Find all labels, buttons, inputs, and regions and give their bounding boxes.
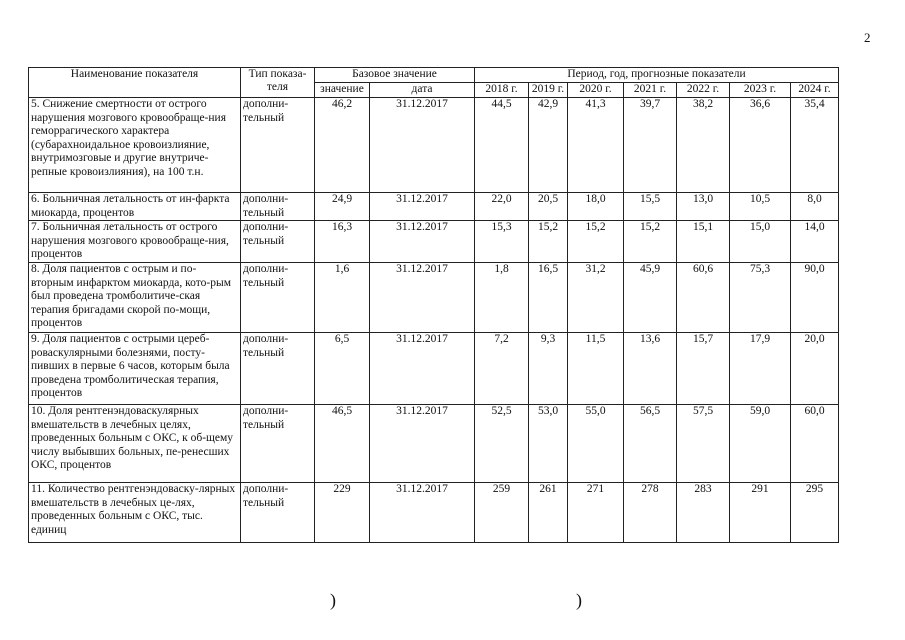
header-name: Наименование показателя [29, 68, 241, 98]
forecast-value: 38,2 [677, 98, 730, 193]
table-row [29, 263, 839, 333]
forecast-value: 39,7 [624, 98, 677, 193]
forecast-value: 283 [677, 483, 730, 543]
forecast-value: 75,3 [730, 263, 791, 333]
forecast-value: 90,0 [791, 263, 839, 333]
forecast-value: 295 [791, 483, 839, 543]
base-date: 31.12.2017 [370, 193, 475, 221]
indicator-name: 6. Больничная летальность от ин-фаркта миокарда, процентов [29, 193, 241, 221]
indicator-type: дополни-тельный [241, 333, 315, 405]
forecast-value: 10,5 [730, 193, 791, 221]
indicator-type: дополни-тельный [241, 98, 315, 193]
margin-mark: ) [330, 590, 336, 610]
base-value: 46,2 [315, 98, 370, 193]
forecast-value: 42,9 [529, 98, 568, 193]
forecast-value: 59,0 [730, 405, 791, 483]
header-type: Тип показа-теля [241, 68, 315, 98]
table-row [29, 333, 839, 405]
base-date: 31.12.2017 [370, 263, 475, 333]
forecast-value: 41,3 [568, 98, 624, 193]
header-year: 2019 г. [529, 83, 568, 98]
forecast-value: 7,2 [475, 333, 529, 405]
header-period-group: Период, год, прогнозные показатели [475, 68, 839, 83]
table-row [29, 193, 839, 221]
header-year: 2018 г. [475, 83, 529, 98]
forecast-value: 15,0 [730, 221, 791, 263]
base-value: 229 [315, 483, 370, 543]
forecast-value: 22,0 [475, 193, 529, 221]
header-base-date: дата [370, 83, 475, 98]
base-value: 46,5 [315, 405, 370, 483]
indicator-name: 10. Доля рентгенэндоваскулярных вмешательств в лечебных целях, проведенных больным с ОКС, к об-щему числу выбывших больных, пе-ренесших ОКС, процентов [29, 405, 241, 483]
header-year: 2024 г. [791, 83, 839, 98]
forecast-value: 52,5 [475, 405, 529, 483]
base-value: 1,6 [315, 263, 370, 333]
indicator-type: дополни-тельный [241, 263, 315, 333]
forecast-value: 44,5 [475, 98, 529, 193]
forecast-value: 291 [730, 483, 791, 543]
base-date: 31.12.2017 [370, 483, 475, 543]
forecast-value: 20,0 [791, 333, 839, 405]
forecast-value: 53,0 [529, 405, 568, 483]
base-date: 31.12.2017 [370, 221, 475, 263]
forecast-value: 15,1 [677, 221, 730, 263]
indicator-type: дополни-тельный [241, 483, 315, 543]
forecast-value: 36,6 [730, 98, 791, 193]
forecast-value: 15,2 [624, 221, 677, 263]
header-year: 2022 г. [677, 83, 730, 98]
forecast-value: 20,5 [529, 193, 568, 221]
table-row [29, 483, 839, 543]
indicator-name: 11. Количество рентгенэндоваску-лярных вмешательств в лечебных це-лях, проведенных больным с ОКС, тыс. единиц [29, 483, 241, 543]
forecast-value: 15,5 [624, 193, 677, 221]
forecast-value: 14,0 [791, 221, 839, 263]
base-value: 6,5 [315, 333, 370, 405]
header-year: 2023 г. [730, 83, 791, 98]
forecast-value: 16,5 [529, 263, 568, 333]
margin-mark: ) [576, 590, 582, 610]
forecast-value: 278 [624, 483, 677, 543]
indicator-type: дополни-тельный [241, 193, 315, 221]
forecast-value: 56,5 [624, 405, 677, 483]
table-row [29, 405, 839, 483]
forecast-value: 9,3 [529, 333, 568, 405]
forecast-value: 55,0 [568, 405, 624, 483]
base-value: 24,9 [315, 193, 370, 221]
forecast-value: 15,2 [568, 221, 624, 263]
base-date: 31.12.2017 [370, 405, 475, 483]
forecast-value: 31,2 [568, 263, 624, 333]
table-body [29, 98, 839, 543]
forecast-value: 45,9 [624, 263, 677, 333]
indicator-name: 7. Больничная летальность от острого нарушения мозгового кровообраще-ния, процентов [29, 221, 241, 263]
forecast-value: 15,7 [677, 333, 730, 405]
header-base-value: значение [315, 83, 370, 98]
base-value: 16,3 [315, 221, 370, 263]
indicator-name: 5. Снижение смертности от острого нарушения мозгового кровообраще-ния геморрагического характера (субарахноидальное кровоизлияние, внутримозговые и другие внутриче-репные кровоизлияния), на 100 т.н. [29, 98, 241, 193]
indicator-type: дополни-тельный [241, 405, 315, 483]
forecast-value: 35,4 [791, 98, 839, 193]
forecast-value: 17,9 [730, 333, 791, 405]
indicator-type: дополни-тельный [241, 221, 315, 263]
base-date: 31.12.2017 [370, 98, 475, 193]
indicators-table [28, 67, 839, 543]
table-row [29, 221, 839, 263]
forecast-value: 1,8 [475, 263, 529, 333]
header-year: 2021 г. [624, 83, 677, 98]
page-number: 2 [864, 30, 871, 45]
forecast-value: 8,0 [791, 193, 839, 221]
header-base-group: Базовое значение [315, 68, 475, 83]
indicator-name: 9. Доля пациентов с острыми цереб-роваскулярными болезнями, посту-пивших в первые 6 часов, которым была проведена тромболитическая терапия, процентов [29, 333, 241, 405]
forecast-value: 261 [529, 483, 568, 543]
forecast-value: 11,5 [568, 333, 624, 405]
forecast-value: 15,2 [529, 221, 568, 263]
indicator-name: 8. Доля пациентов с острым и по-вторным инфарктом миокарда, кото-рым был проведена тромболитиче-ская терапия бригадами скорой по-мощи, процентов [29, 263, 241, 333]
table-row [29, 98, 839, 193]
forecast-value: 60,0 [791, 405, 839, 483]
forecast-value: 13,0 [677, 193, 730, 221]
base-date: 31.12.2017 [370, 333, 475, 405]
forecast-value: 18,0 [568, 193, 624, 221]
forecast-value: 57,5 [677, 405, 730, 483]
forecast-value: 259 [475, 483, 529, 543]
forecast-value: 271 [568, 483, 624, 543]
header-year: 2020 г. [568, 83, 624, 98]
forecast-value: 15,3 [475, 221, 529, 263]
forecast-value: 60,6 [677, 263, 730, 333]
forecast-value: 13,6 [624, 333, 677, 405]
